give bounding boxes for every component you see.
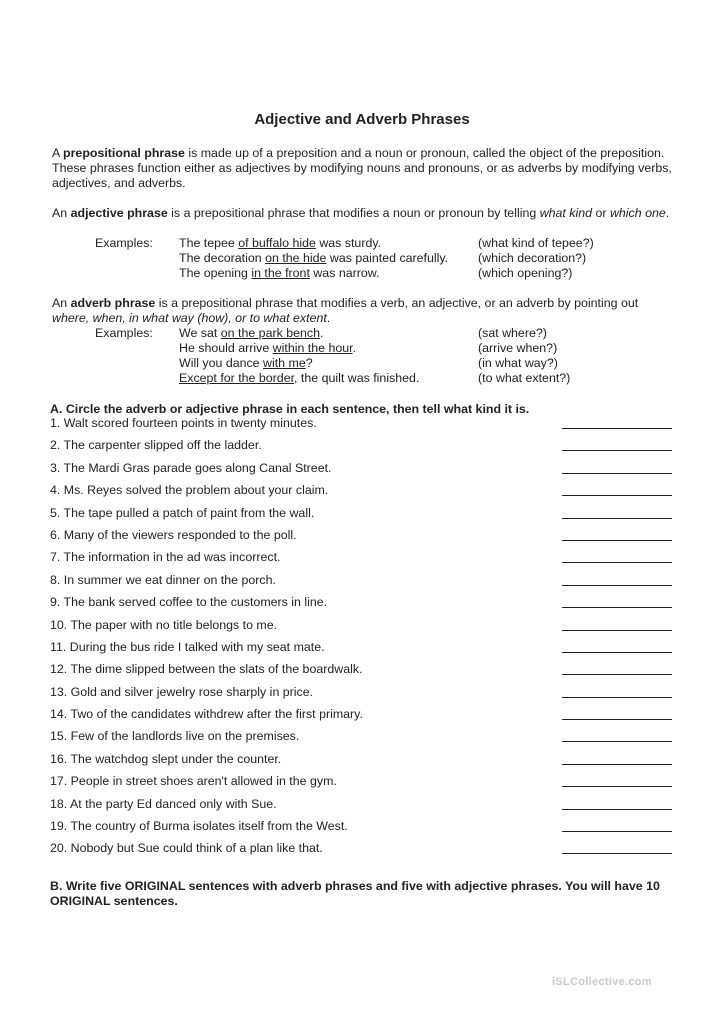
exercise-sentence: 19. The country of Burma isolates itself from the West.: [50, 819, 348, 834]
example-question: (arrive when?): [478, 341, 558, 355]
example-phrase: Except for the border: [179, 371, 295, 385]
example-row: [52, 251, 676, 266]
exercise-item: [50, 662, 674, 684]
answer-blank[interactable]: [562, 585, 672, 586]
exercise-item: [50, 595, 674, 617]
example-question: (which opening?): [478, 266, 573, 280]
examples-label: Examples:: [95, 326, 153, 340]
exercise-sentence: 4. Ms. Reyes solved the problem about your claim.: [50, 483, 329, 498]
example-sentence: The opening in the front was narrow.: [179, 266, 380, 280]
exercise-sentence: 9. The bank served coffee to the customers in line.: [50, 595, 328, 610]
example-question: (which decoration?): [478, 251, 587, 265]
answer-blank[interactable]: [562, 428, 672, 429]
answer-blank[interactable]: [562, 786, 672, 787]
exercise-sentence: 2. The carpenter slipped off the ladder.: [50, 438, 262, 453]
example-row: [52, 266, 676, 281]
answer-blank[interactable]: [562, 697, 672, 698]
answer-blank[interactable]: [562, 853, 672, 854]
answer-blank[interactable]: [562, 809, 672, 810]
answer-blank[interactable]: [562, 607, 672, 608]
example-question: (in what way?): [478, 356, 558, 370]
exercise-sentence: 10. The paper with no title belongs to me.: [50, 617, 278, 632]
exercise-item: [50, 506, 674, 528]
exercise-sentence: 7. The information in the ad was incorrect.: [50, 550, 281, 565]
example-row: [52, 326, 676, 341]
adjective-definition: [52, 206, 676, 221]
exercise-sentence: 11. During the bus ride I talked with my seat mate.: [50, 639, 325, 654]
exercise-sentence: 3. The Mardi Gras parade goes along Canal Street.: [50, 460, 332, 475]
exercise-sentence: 12. The dime slipped between the slats of the boardwalk.: [50, 662, 363, 677]
example-row: [52, 356, 676, 371]
adverb-definition: [52, 296, 676, 326]
adj-def-term: adjective phrase: [70, 206, 168, 220]
example-sentence: Will you dance with me?: [179, 356, 313, 370]
exercise-item: [50, 752, 674, 774]
exercise-item: [50, 528, 674, 550]
adv-def-rest: is a prepositional phrase that modifies a verb, an adjective, or an adverb by pointing out: [155, 296, 639, 310]
answer-blank[interactable]: [562, 831, 672, 832]
answer-blank[interactable]: [562, 450, 672, 451]
exercise-item: [50, 416, 674, 438]
section-b-instructions: B. Write five ORIGINAL sentences with adverb phrases and five with adjective phrases. You will have 10 ORIGINAL sentences.: [50, 879, 660, 908]
exercise-item: [50, 550, 674, 572]
intro-rest: is made up of a preposition and a noun or pronoun, called the object of the preposition. These phrases function either as adjectives by modifying nouns and pronouns, or as adverbs by modifying verbs, adjectives, and adverbs.: [52, 146, 672, 190]
answer-blank[interactable]: [562, 518, 672, 519]
exercise-sentence: 6. Many of the viewers responded to the poll.: [50, 527, 297, 542]
example-phrase: on the hide: [265, 251, 327, 265]
example-question: (what kind of tepee?): [478, 236, 594, 250]
example-row: [52, 341, 676, 356]
adverb-examples: [52, 326, 676, 386]
answer-blank[interactable]: [562, 741, 672, 742]
intro-paragraph: [52, 146, 676, 191]
exercise-item: [50, 774, 674, 796]
exercise-item: [50, 640, 674, 662]
exercise-item: [50, 573, 674, 595]
exercise-item: [50, 438, 674, 460]
exercise-item: [50, 483, 674, 505]
exercise-sentence: 5. The tape pulled a patch of paint from the wall.: [50, 505, 315, 520]
answer-blank[interactable]: [562, 652, 672, 653]
example-sentence: Except for the border, the quilt was finished.: [179, 371, 420, 385]
example-phrase: within the hour: [272, 341, 353, 355]
example-sentence: The decoration on the hide was painted carefully.: [179, 251, 449, 265]
exercise-sentence: 13. Gold and silver jewelry rose sharply in price.: [50, 684, 314, 699]
adj-def-ital1: what kind: [539, 206, 593, 220]
adj-def-end: .: [665, 206, 670, 220]
exercise-item: [50, 685, 674, 707]
exercise-item: [50, 707, 674, 729]
answer-blank[interactable]: [562, 630, 672, 631]
example-row: [52, 236, 676, 251]
example-phrase: with me: [263, 356, 306, 370]
exercise-item: [50, 729, 674, 751]
intro-term: prepositional phrase: [63, 146, 185, 160]
exercise-item: [50, 461, 674, 483]
adj-def-pre: An: [52, 206, 71, 220]
adj-def-ital2: which one: [609, 206, 666, 220]
adv-def-end: .: [326, 311, 331, 325]
exercise-item: [50, 841, 674, 863]
adv-def-pre: An: [52, 296, 71, 310]
exercise-sentence: 17. People in street shoes aren't allowed in the gym.: [50, 774, 337, 789]
exercise-sentence: 14. Two of the candidates withdrew after the first primary.: [50, 707, 363, 722]
exercise-sentence: 8. In summer we eat dinner on the porch.: [50, 572, 276, 587]
answer-blank[interactable]: [562, 674, 672, 675]
adv-def-term: adverb phrase: [70, 296, 156, 310]
examples-label: Examples:: [95, 236, 153, 250]
adv-def-ital: where, when, in what way (how), or to what extent: [52, 311, 327, 325]
example-phrase: of buffalo hide: [238, 236, 316, 250]
adjective-examples: [52, 236, 676, 281]
answer-blank[interactable]: [562, 495, 672, 496]
example-sentence: The tepee of buffalo hide was sturdy.: [179, 236, 382, 250]
example-phrase: on the park bench: [220, 326, 320, 340]
exercise-sentence: 1. Walt scored fourteen points in twenty minutes.: [50, 416, 317, 430]
exercise-item: [50, 618, 674, 640]
exercise-item: [50, 797, 674, 819]
exercise-list: [50, 416, 674, 864]
page-title: Adjective and Adverb Phrases: [254, 111, 470, 128]
intro-pre: A: [52, 146, 64, 160]
answer-blank[interactable]: [562, 764, 672, 765]
adj-def-rest: is a prepositional phrase that modifies a noun or pronoun by telling: [167, 206, 540, 220]
answer-blank[interactable]: [562, 719, 672, 720]
example-phrase: in the front: [251, 266, 310, 280]
section-a-heading: A. Circle the adverb or adjective phrase in each sentence, then tell what kind it is.: [50, 402, 530, 416]
site-watermark: iSLCollective.com: [552, 976, 652, 988]
example-question: (to what extent?): [478, 371, 571, 385]
example-sentence: He should arrive within the hour.: [179, 341, 357, 355]
exercise-sentence: 16. The watchdog slept under the counter.: [50, 751, 282, 766]
example-sentence: We sat on the park bench.: [179, 326, 324, 340]
example-row: [52, 371, 676, 386]
exercise-item: [50, 819, 674, 841]
example-question: (sat where?): [478, 326, 547, 340]
answer-blank[interactable]: [562, 540, 672, 541]
exercise-sentence: 20. Nobody but Sue could think of a plan like that.: [50, 841, 323, 856]
answer-blank[interactable]: [562, 562, 672, 563]
adj-def-mid: or: [592, 206, 610, 220]
exercise-sentence: 15. Few of the landlords live on the premises.: [50, 729, 300, 744]
exercise-sentence: 18. At the party Ed danced only with Sue.: [50, 796, 277, 811]
answer-blank[interactable]: [562, 473, 672, 474]
